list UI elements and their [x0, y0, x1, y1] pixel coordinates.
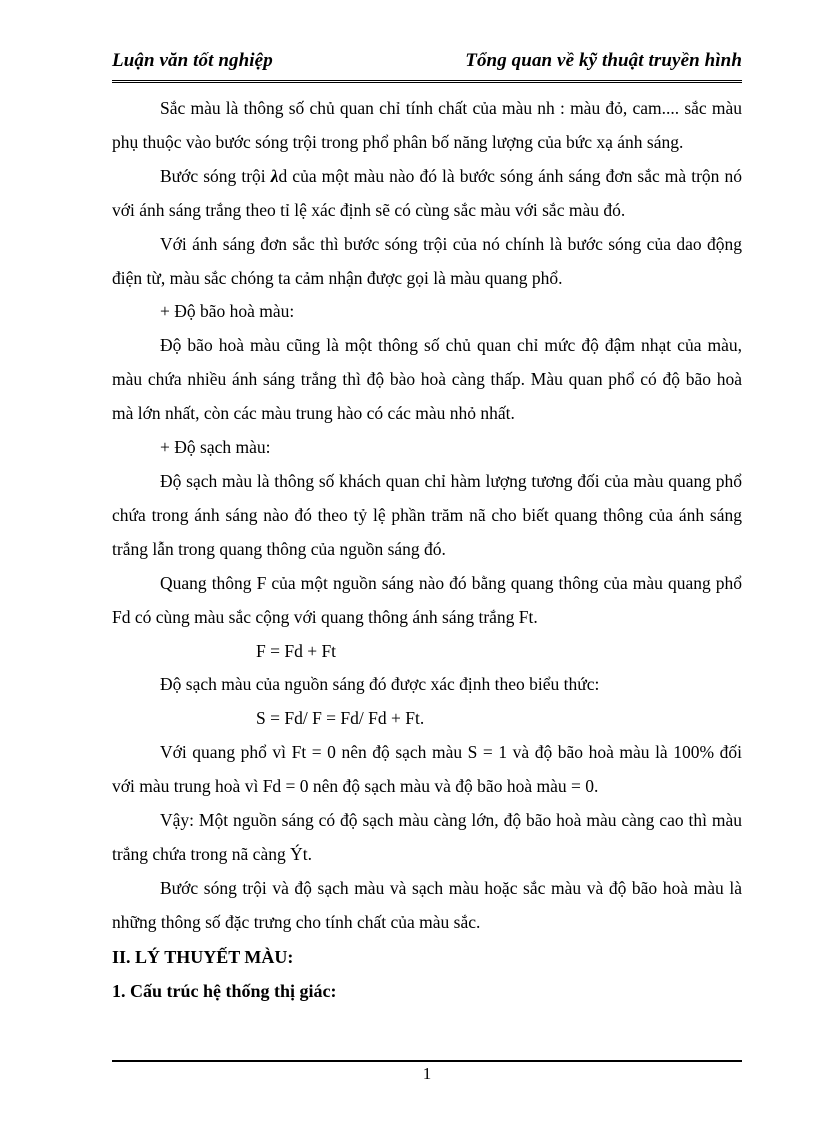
subsection-heading-visual-system: 1. Cấu trúc hệ thống thị giác: — [112, 980, 337, 1001]
paragraph-dominant-wavelength-start: Bước sóng trội — [160, 165, 271, 186]
paragraph-dominant-wavelength — [112, 160, 742, 228]
section-heading-color-theory: II. LÝ THUYẾT MÀU: — [112, 946, 294, 967]
paragraph-conclusion: Vậy: Một nguồn sáng có độ sạch màu càng lớn, độ bão hoà màu càng cao thì màu trắng chứa trong nã càng Ýt. — [112, 810, 742, 864]
lambda-symbol: λ — [270, 165, 279, 186]
paragraph-spectrum-case: Với quang phổ vì Ft = 0 nên độ sạch màu S = 1 và độ bão hoà màu là 100% đối với màu trung hoà vì Fd = 0 nên độ sạch màu và độ bão hoà màu = 0. — [112, 742, 742, 797]
header-right-title: Tổng quan về kỹ thuật truyền hình — [465, 50, 742, 71]
paragraph-purity: Độ sạch màu là thông số khách quan chỉ hàm lượng tương đối của màu quang phổ chứa trong ánh sáng nào đó theo tỷ lệ phần trăm nã cho biết quang thông của ánh sáng trắng lẫn trong quang thông của nguồn sáng đó. — [112, 470, 742, 559]
paragraph-dominant-wavelength-end: d của một màu nào đó là bước sóng ánh sáng đơn sắc mà trộn nó với ánh sáng trắng theo tỉ lệ xác định sẽ có cùng sắc màu với sắc màu đó. — [112, 165, 742, 220]
equation-purity: S = Fd/ F = Fd/ Fd + Ft. — [256, 708, 425, 729]
footer-rule — [112, 1060, 742, 1062]
equation-flux: F = Fd + Ft — [256, 640, 337, 661]
paragraph-luminous-flux: Quang thông F của một nguồn sáng nào đó bằng quang thông của màu quang phổ Fd có cùng màu sắc cộng với quang thông ánh sáng trắng Ft. — [112, 572, 742, 627]
page-number: 1 — [422, 1064, 432, 1083]
header-left-title: Luận văn tốt nghiệp — [112, 50, 273, 71]
paragraph-hue: Sắc màu là thông số chủ quan chỉ tính chất của màu nh : màu đỏ, cam.... sắc màu phụ thuộc vào bước sóng trội trong phổ phân bố năng lượng của bức xạ ánh sáng. — [112, 98, 742, 152]
paragraph-characteristics: Bước sóng trội và độ sạch màu và sạch màu hoặc sắc màu và độ bão hoà màu là những thông số đặc trưng cho tính chất của màu sắc. — [112, 877, 742, 932]
page-header — [112, 48, 742, 83]
paragraph-monochromatic: Với ánh sáng đơn sắc thì bước sóng trội của nó chính là bước sóng của dao động điện từ, màu sắc chóng ta cảm nhận được gọi là màu quang phổ. — [112, 233, 742, 288]
subheading-purity: + Độ sạch màu: — [160, 437, 271, 458]
document-body — [112, 92, 742, 1008]
paragraph-purity-expression: Độ sạch màu của nguồn sáng đó được xác định theo biểu thức: — [160, 674, 600, 695]
paragraph-saturation: Độ bão hoà màu cũng là một thông số chủ quan chỉ mức độ đậm nhạt của màu, màu chứa nhiều ánh sáng trắng thì độ bào hoà càng thấp. Màu quan phổ có độ bão hoà mà lớn nhất, còn các màu trung hào có các màu nhỏ nhất. — [112, 335, 742, 424]
subheading-saturation: + Độ bão hoà màu: — [160, 301, 295, 322]
